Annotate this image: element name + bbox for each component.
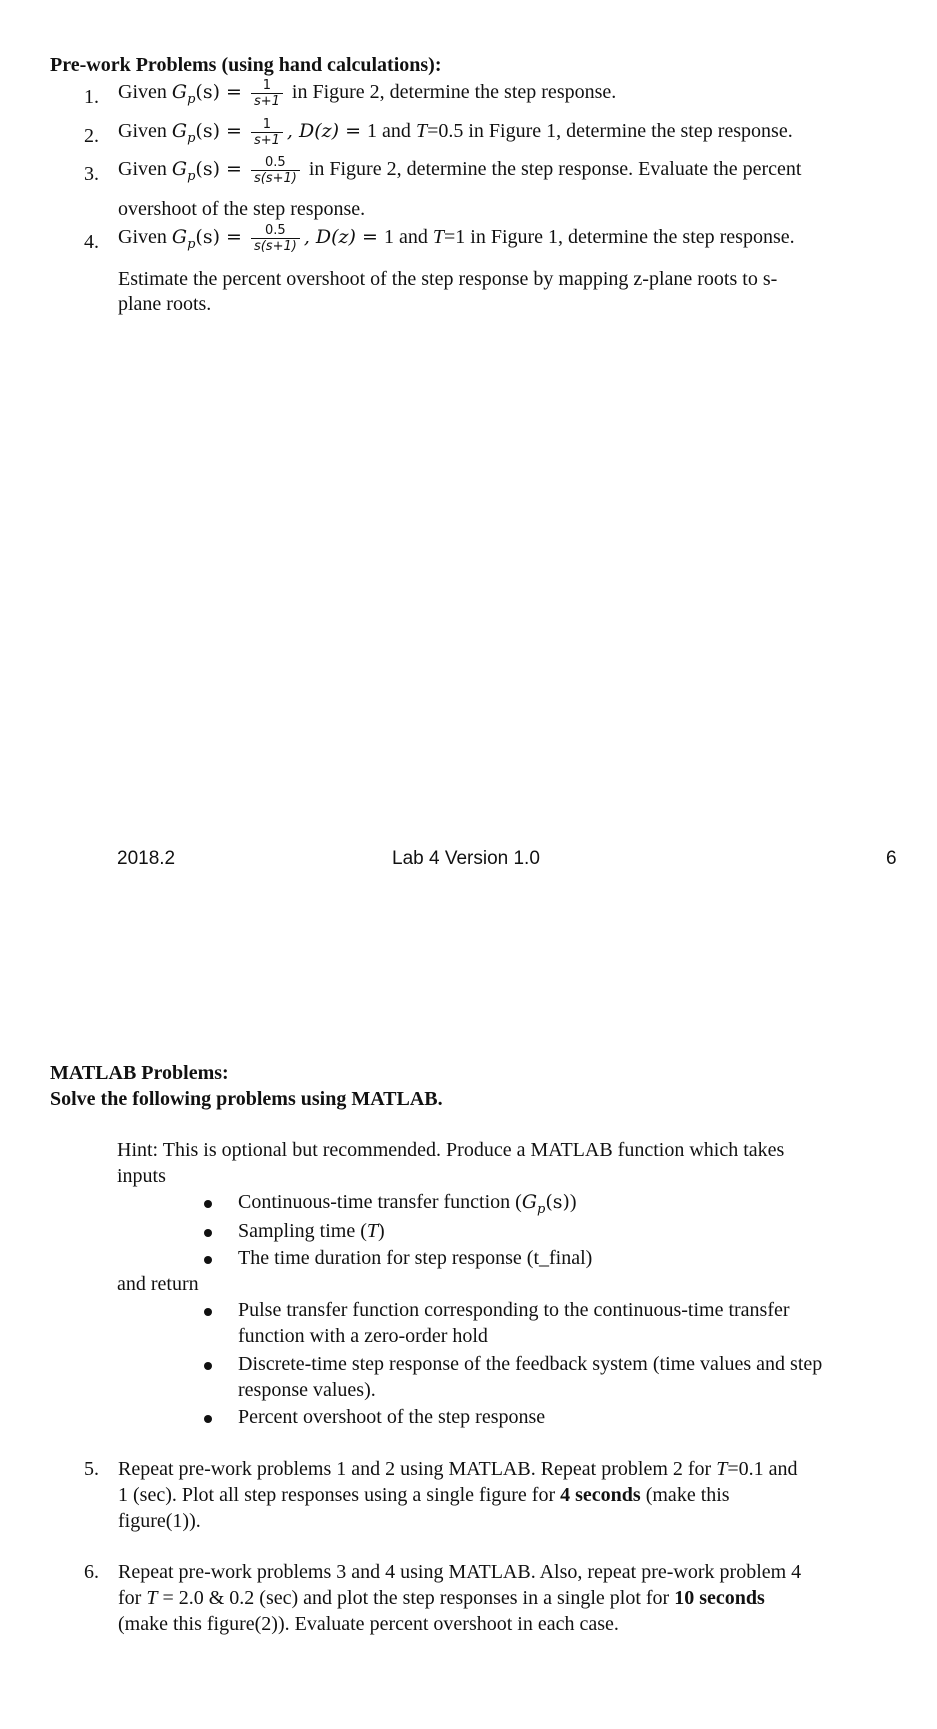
gp-symbol: $G_p$ (171, 158, 196, 184)
bullet-icon (204, 1362, 212, 1370)
input-item-sampling: Sampling time (T) (238, 1220, 385, 1242)
problem-6-line-3: (make this figure(2)). Evaluate percent overshoot in each case. (118, 1613, 619, 1635)
input-item-gp: Continuous-time transfer function $(G_p(s))$ (238, 1191, 577, 1217)
problem-4-number: 4. (84, 231, 99, 253)
problem-1-number: 1. (84, 86, 99, 108)
problem-6-number: 6. (84, 1561, 99, 1583)
transfer-fraction: $\frac{1}{s+1}$ (251, 78, 283, 109)
transfer-fraction: $\frac{0.5}{s(s+1)}$ (251, 155, 300, 186)
problem-5-line-2: 1 (sec). Plot all step responses using a single figure for 4 seconds (make this (118, 1484, 730, 1506)
bullet-icon (204, 1415, 212, 1423)
output-item-pulse-cont: function with a zero-order hold (238, 1325, 488, 1347)
problem-3-continuation: overshoot of the step response. (118, 198, 366, 220)
output-item-step: Discrete-time step response of the feedback system (time values and step (238, 1353, 823, 1375)
output-item-overshoot: Percent overshoot of the step response (238, 1406, 546, 1428)
problem-5-line-3: figure(1)). (118, 1510, 201, 1532)
and-return-label: and return (117, 1273, 199, 1295)
problem-6-line-2: for T = 2.0 & 0.2 (sec) and plot the step responses in a single plot for 10 seconds (118, 1587, 765, 1609)
prework-heading: Pre-work Problems (using hand calculations): (50, 54, 442, 76)
bullet-icon (204, 1256, 212, 1264)
problem-4-continuation-2: plane roots. (118, 293, 212, 315)
matlab-heading: MATLAB Problems: (50, 1062, 229, 1084)
footer-page-number: 6 (886, 848, 897, 869)
bullet-icon (204, 1200, 212, 1208)
output-item-pulse: Pulse transfer function corresponding to the continuous-time transfer (238, 1299, 790, 1321)
problem-2-number: 2. (84, 125, 99, 147)
problem-4-continuation: Estimate the percent overshoot of the step response by mapping z-plane roots to s- (118, 268, 778, 290)
hint-line-2: inputs (117, 1165, 166, 1187)
hint-line-1: Hint: This is optional but recommended. Produce a MATLAB function which takes (117, 1139, 785, 1161)
output-item-step-cont: response values). (238, 1379, 376, 1401)
gp-symbol: $G_p$ (171, 226, 196, 252)
problem-5-number: 5. (84, 1458, 99, 1480)
problem-2: Given $G_p(s)$ = $\frac{1}{s+1}$ , D(z) = 1 and T=0.5 in Figure 1, determine the step response. (118, 117, 793, 148)
footer-date: 2018.2 (117, 848, 176, 869)
gp-symbol: $G_p$ (171, 120, 196, 146)
problem-5: Repeat pre-work problems 1 and 2 using MATLAB. Repeat problem 2 for T=0.1 and (118, 1458, 798, 1480)
bullet-icon (204, 1229, 212, 1237)
transfer-fraction: $\frac{1}{s+1}$ (251, 117, 283, 148)
footer-title: Lab 4 Version 1.0 (392, 848, 540, 869)
problem-1: Given $G_p(s)$ = $\frac{1}{s+1}$ in Figure 2, determine the step response. (118, 78, 617, 109)
transfer-fraction: $\frac{0.5}{s(s+1)}$ (251, 223, 300, 254)
gp-symbol: $G_p$ (171, 81, 196, 107)
page-7 (0, 938, 937, 1729)
input-item-duration: The time duration for step response (t_final) (238, 1247, 593, 1269)
bullet-icon (204, 1308, 212, 1316)
matlab-subheading: Solve the following problems using MATLAB. (50, 1088, 443, 1110)
problem-4: Given $G_p(s)$ = $\frac{0.5}{s(s+1)}$ , D(z) = 1 and T=1 in Figure 1, determine the step response. (118, 223, 795, 254)
problem-3: Given $G_p(s)$ = $\frac{0.5}{s(s+1)}$ in Figure 2, determine the step response. Evaluate the percent (118, 155, 802, 186)
problem-3-number: 3. (84, 163, 99, 185)
problem-6: Repeat pre-work problems 3 and 4 using MATLAB. Also, repeat pre-work problem 4 (118, 1561, 802, 1583)
